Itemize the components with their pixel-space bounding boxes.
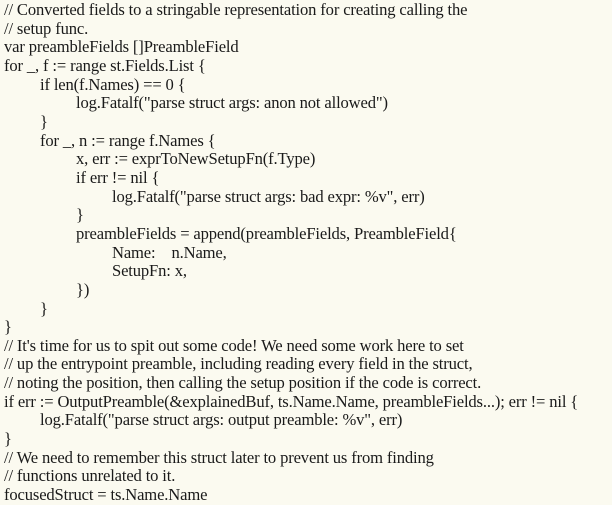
code-line: var preambleFields []PreambleField [4,37,239,57]
code-line: }) [76,279,90,299]
code-line: } [40,111,48,131]
code-line: // noting the position, then calling the setup position if the code is correct. [4,373,482,393]
code-line: if err != nil { [76,167,160,187]
code-line: Name: n.Name, [112,242,227,262]
code-line: preambleFields = append(preambleFields, PreambleField{ [76,223,457,243]
code-line: // functions unrelated to it. [4,466,176,486]
code-line: focusedStruct = ts.Name.Name [4,485,208,505]
code-line: } [76,205,84,225]
code-line: // setup func. [4,18,89,38]
code-line: // We need to remember this struct later to prevent us from finding [4,447,434,467]
code-line: } [4,429,12,449]
code-line: log.Fatalf("parse struct args: output preamble: %v", err) [40,410,403,430]
code-line: if len(f.Names) == 0 { [40,74,186,94]
code-block [4,1,610,505]
code-line: // up the entrypoint preamble, including reading every field in the struct, [4,354,473,374]
code-line: } [40,298,48,318]
code-line: log.Fatalf("parse struct args: bad expr: %v", err) [112,186,425,206]
code-line: SetupFn: x, [112,261,187,281]
code-line: x, err := exprToNewSetupFn(f.Type) [76,149,316,169]
code-line: // It's time for us to spit out some code! We need some work here to set [4,335,464,355]
code-line: for _, n := range f.Names { [40,130,216,150]
code-line: log.Fatalf("parse struct args: anon not allowed") [76,93,388,113]
code-line: if err := OutputPreamble(&explainedBuf, ts.Name.Name, preambleFields...); err != nil { [4,391,579,411]
code-line: // Converted fields to a stringable representation for creating calling the [4,0,468,19]
code-line: for _, f := range st.Fields.List { [4,55,206,75]
code-line: } [4,317,12,337]
